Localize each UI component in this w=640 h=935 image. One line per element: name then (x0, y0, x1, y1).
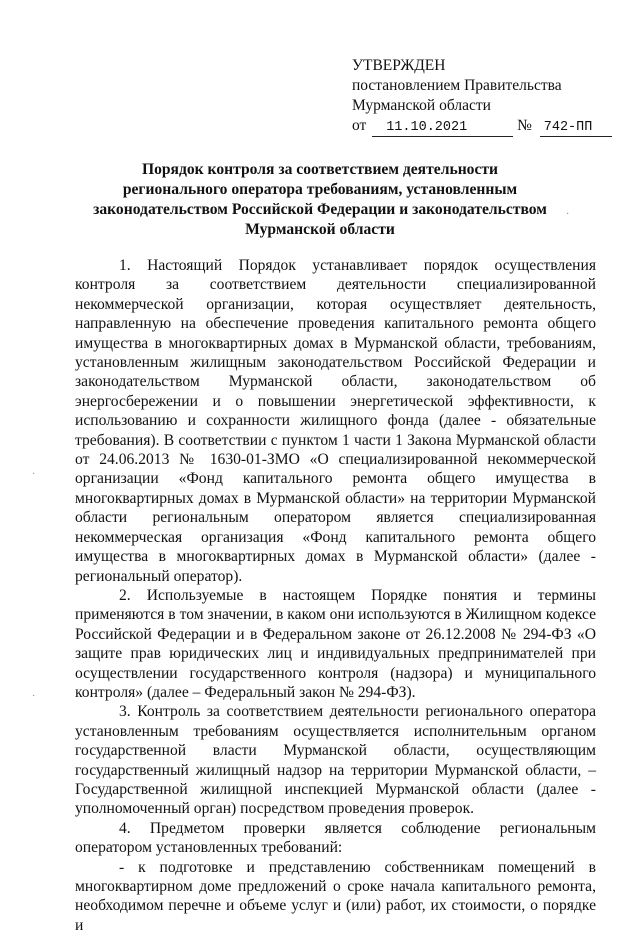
scan-speck: · (32, 469, 36, 480)
approval-block (352, 56, 612, 137)
paragraph-3: 3. Контроль за соответствием деятельности регионального оператора установленным требованиям осуществляется исполнительным органом государственной власти Мурманской области, осуществляющим государственный жилищный надзор на территории Мурманской области, – Государственной жилищной инспекцией Мурманской области (далее - уполномоченный орган) посредством проведения проверок. (75, 703, 596, 818)
approval-heading: УТВЕРЖДЕН (352, 57, 446, 74)
approval-number: 742-ПП (540, 119, 612, 137)
approval-line-2: Мурманской области (352, 97, 491, 114)
scan-speck: · (566, 209, 570, 220)
document-title: Порядок контроля за соответствием деятельности регионального оператора требованиям, установленным законодательством Российской Федерации и законодательством Мурманской области (93, 161, 547, 238)
approval-line-1: постановлением Правительства (352, 77, 562, 94)
number-label: № (517, 117, 532, 134)
scan-speck: · (32, 691, 36, 702)
from-label: от (352, 117, 367, 134)
paragraph-2: 2. Используемые в настоящем Порядке понятия и термины применяются в том значении, в каком они используются в Жилищном кодексе Российской Федерации и в Федеральном законе от 26.12.2008 № 294-ФЗ «О защите прав юридических лиц и индивидуальных предпринимателей при осуществлении государственного контроля (надзора) и муниципального контроля» (далее – Федеральный закон № 294-ФЗ). (75, 586, 596, 701)
approval-date: 11.10.2021 (372, 119, 513, 137)
paragraph-1: 1. Настоящий Порядок устанавливает порядок осуществления контроля за соответствием деятельности специализированной некоммерческой организации, которая осуществляет деятельность, направленную на обеспечение проведения капитального ремонта общего имущества в многоквартирных домах в Мурманской области, требованиям, установленным жилищным законодательством Российской Федерации и законодательством Мурманской области, законодательством об энергосбережении и о повышении энергетической эффективности, к использованию и сохранности жилищного фонда (далее - обязательные требования). В соответствии с пунктом 1 части 1 Закона Мурманской области от 24.06.2013 № 1630-01-ЗМО «О специализированной некоммерческой организации «Фонд капитального ремонта общего имущества в многоквартирных домах в Мурманской области» на территории Мурманской области региональным оператором является специализированная некоммерческая организация «Фонд капитального ремонта общего имущества в многоквартирных домах в Мурманской области» (далее - региональный оператор). (75, 257, 596, 585)
document-body (75, 256, 596, 935)
paragraph-4: 4. Предметом проверки является соблюдение региональным оператором установленных требований: (75, 819, 596, 857)
paragraph-4-item-1: - к подготовке и представлению собственникам помещений в многоквартирном доме предложений о сроке начала капитального ремонта, необходимом перечне и объеме услуг и (или) работ, их стоимости, о порядке и (75, 858, 596, 934)
approval-date-line (352, 116, 612, 137)
